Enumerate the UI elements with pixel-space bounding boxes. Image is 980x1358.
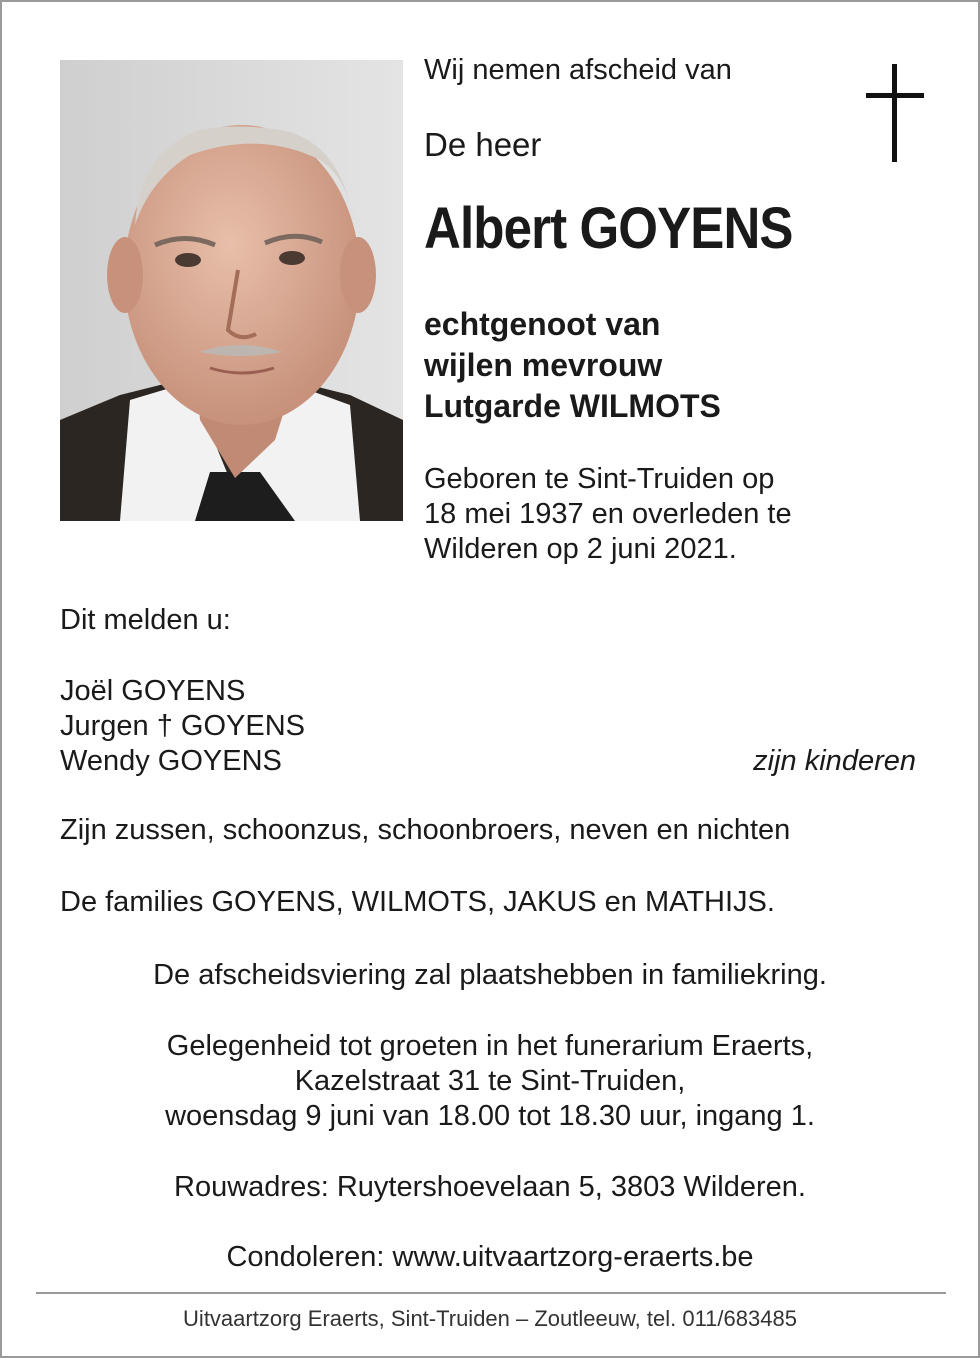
visitation-line: Kazelstraat 31 te Sint-Truiden, — [294, 1065, 686, 1097]
footer-divider — [36, 1292, 946, 1294]
families-line: De families GOYENS, WILMOTS, JAKUS en MATHIJS. — [60, 886, 775, 918]
birth-death-line: Geboren te Sint-Truiden op — [424, 463, 775, 495]
children-list — [60, 674, 305, 779]
footer-text: Uitvaartzorg Eraerts, Sint-Truiden – Zoutleeuw, tel. 011/683485 — [183, 1306, 797, 1331]
visitation-line: Gelegenheid tot groeten in het funerarium Eraerts, — [166, 1030, 814, 1062]
cross-icon — [866, 64, 924, 162]
visitation-block — [2, 1029, 978, 1134]
spouse-line: wijlen mevrouw — [424, 347, 663, 383]
spouse-block — [424, 304, 721, 427]
announce-line: Dit melden u: — [60, 604, 231, 636]
birth-death-block — [424, 462, 792, 567]
spouse-line: Lutgarde WILMOTS — [424, 388, 721, 424]
birth-death-line: 18 mei 1937 en overleden te — [424, 498, 792, 530]
child-name: Joël GOYENS — [60, 675, 246, 707]
intro-line: Wij nemen afscheid van — [424, 54, 732, 86]
deceased-name: Albert GOYENS — [424, 196, 793, 261]
children-label: zijn kinderen — [753, 745, 916, 777]
spouse-line: echtgenoot van — [424, 306, 661, 342]
child-name: Jurgen † GOYENS — [60, 710, 305, 742]
mourning-address: Rouwadres: Ruytershoevelaan 5, 3803 Wilderen. — [174, 1171, 806, 1203]
birth-death-line: Wilderen op 2 juni 2021. — [424, 533, 737, 565]
portrait-photo — [60, 60, 403, 521]
ceremony-line: De afscheidsviering zal plaatshebben in familiekring. — [153, 959, 827, 991]
child-name: Wendy GOYENS — [60, 745, 282, 777]
visitation-line: woensdag 9 juni van 18.00 tot 18.30 uur, ingang 1. — [165, 1100, 815, 1132]
honorific: De heer — [424, 126, 542, 163]
relatives-line: Zijn zussen, schoonzus, schoonbroers, neven en nichten — [60, 814, 791, 846]
condolences-line: Condoleren: www.uitvaartzorg-eraerts.be — [226, 1241, 754, 1273]
